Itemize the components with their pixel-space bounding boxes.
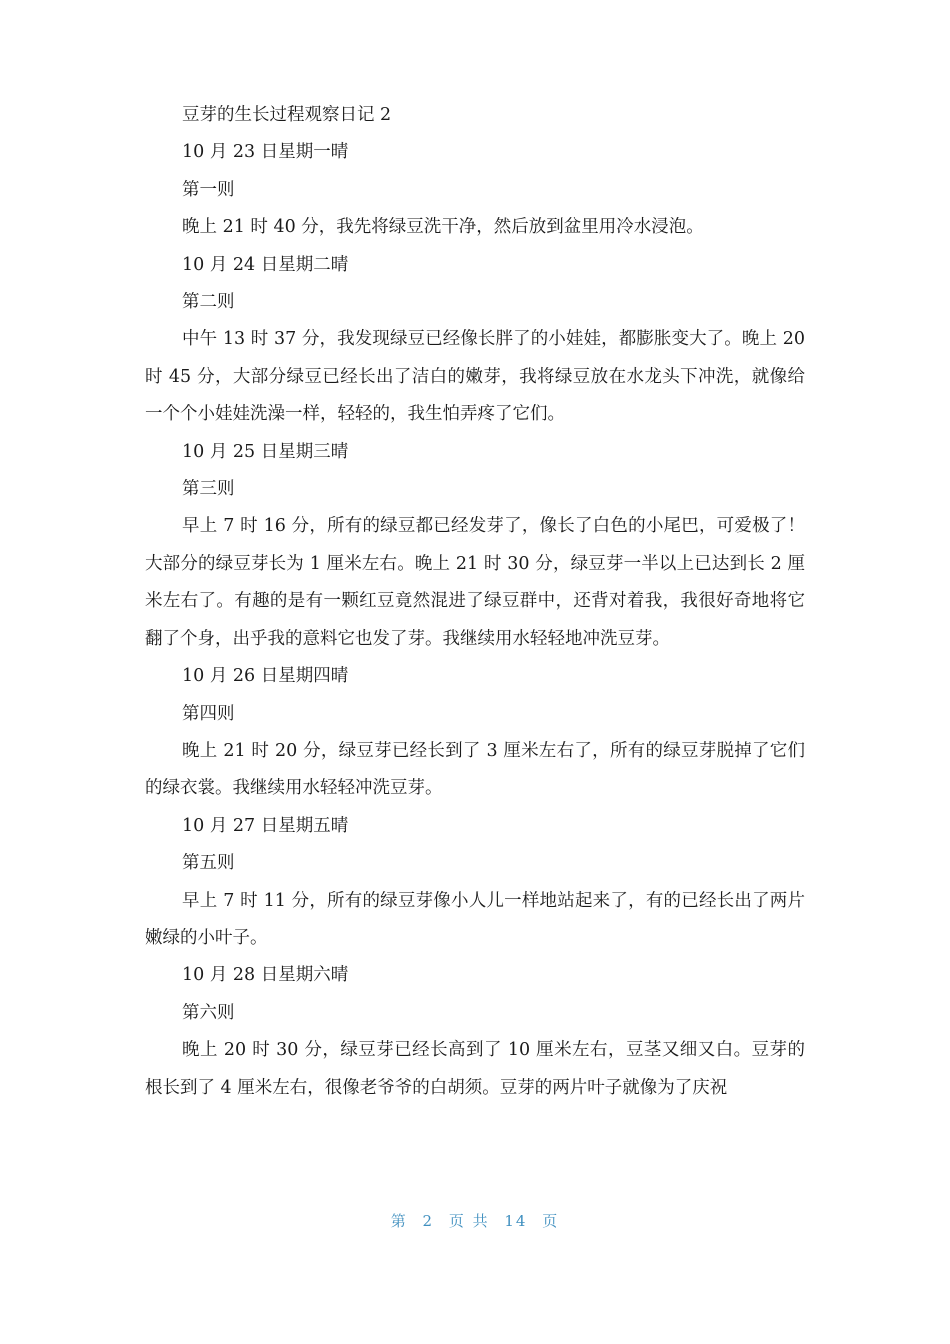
entry-heading: 第四则 (182, 703, 235, 724)
entry-heading: 第一则 (182, 179, 235, 200)
entry-paragraph: 早上 7 时 11 分，所有的绿豆芽像小人儿一样地站起来了，有的已经长出了两片嫩绿的小叶子。 (145, 890, 805, 948)
footer-mid: 页 共 (448, 1212, 490, 1230)
entry-paragraph: 早上 7 时 16 分，所有的绿豆都已经发芽了，像长了白色的小尾巴，可爱极了！大部分的绿豆芽长为 1 厘米左右。晚上 21 时 30 分，绿豆芽一半以上已达到长 2 厘米左右了。有趣的是有一颗红豆竟然混进了绿豆群中，还背对着我，我很好奇地将它翻了个身，出乎我的意料它也发了芽。我继续用水轻轻地冲洗豆芽。 (145, 516, 805, 649)
footer-suffix: 页 (542, 1212, 560, 1230)
document-title: 豆芽的生长过程观察日记 2 (182, 105, 392, 125)
entry-heading: 第六则 (182, 1002, 235, 1023)
date-line: 10 月 26 日星期四晴 (182, 666, 349, 687)
entry-heading: 第三则 (182, 479, 235, 500)
document-body (145, 97, 805, 1107)
entry-heading: 第二则 (182, 292, 235, 313)
page-footer (0, 1210, 950, 1231)
date-line: 10 月 24 日星期二晴 (182, 254, 349, 275)
entry-heading: 第五则 (182, 853, 235, 874)
date-line: 10 月 27 日星期五晴 (182, 815, 349, 836)
total-pages-number: 14 (504, 1212, 528, 1230)
footer-prefix: 第 (390, 1212, 408, 1230)
entry-paragraph: 中午 13 时 37 分，我发现绿豆已经像长胖了的小娃娃，都膨胀变大了。晚上 20 时 45 分，大部分绿豆已经长出了洁白的嫩芽，我将绿豆放在水龙头下冲洗，就像给一个个小娃娃洗澡一样，轻轻的，我生怕弄疼了它们。 (145, 329, 805, 425)
current-page-number: 2 (422, 1212, 435, 1230)
date-line: 10 月 25 日星期三晴 (182, 441, 349, 462)
entry-paragraph: 晚上 21 时 40 分，我先将绿豆洗干净，然后放到盆里用冷水浸泡。 (182, 217, 704, 238)
date-line: 10 月 28 日星期六晴 (182, 965, 349, 986)
entry-paragraph: 晚上 20 时 30 分，绿豆芽已经长高到了 10 厘米左右，豆茎又细又白。豆芽的根长到了 4 厘米左右，很像老爷爷的白胡须。豆芽的两片叶子就像为了庆祝 (145, 1040, 805, 1098)
entry-paragraph: 晚上 21 时 20 分，绿豆芽已经长到了 3 厘米左右了，所有的绿豆芽脱掉了它们的绿衣裳。我继续用水轻轻冲洗豆芽。 (145, 740, 805, 799)
date-line: 10 月 23 日星期一晴 (182, 142, 349, 163)
